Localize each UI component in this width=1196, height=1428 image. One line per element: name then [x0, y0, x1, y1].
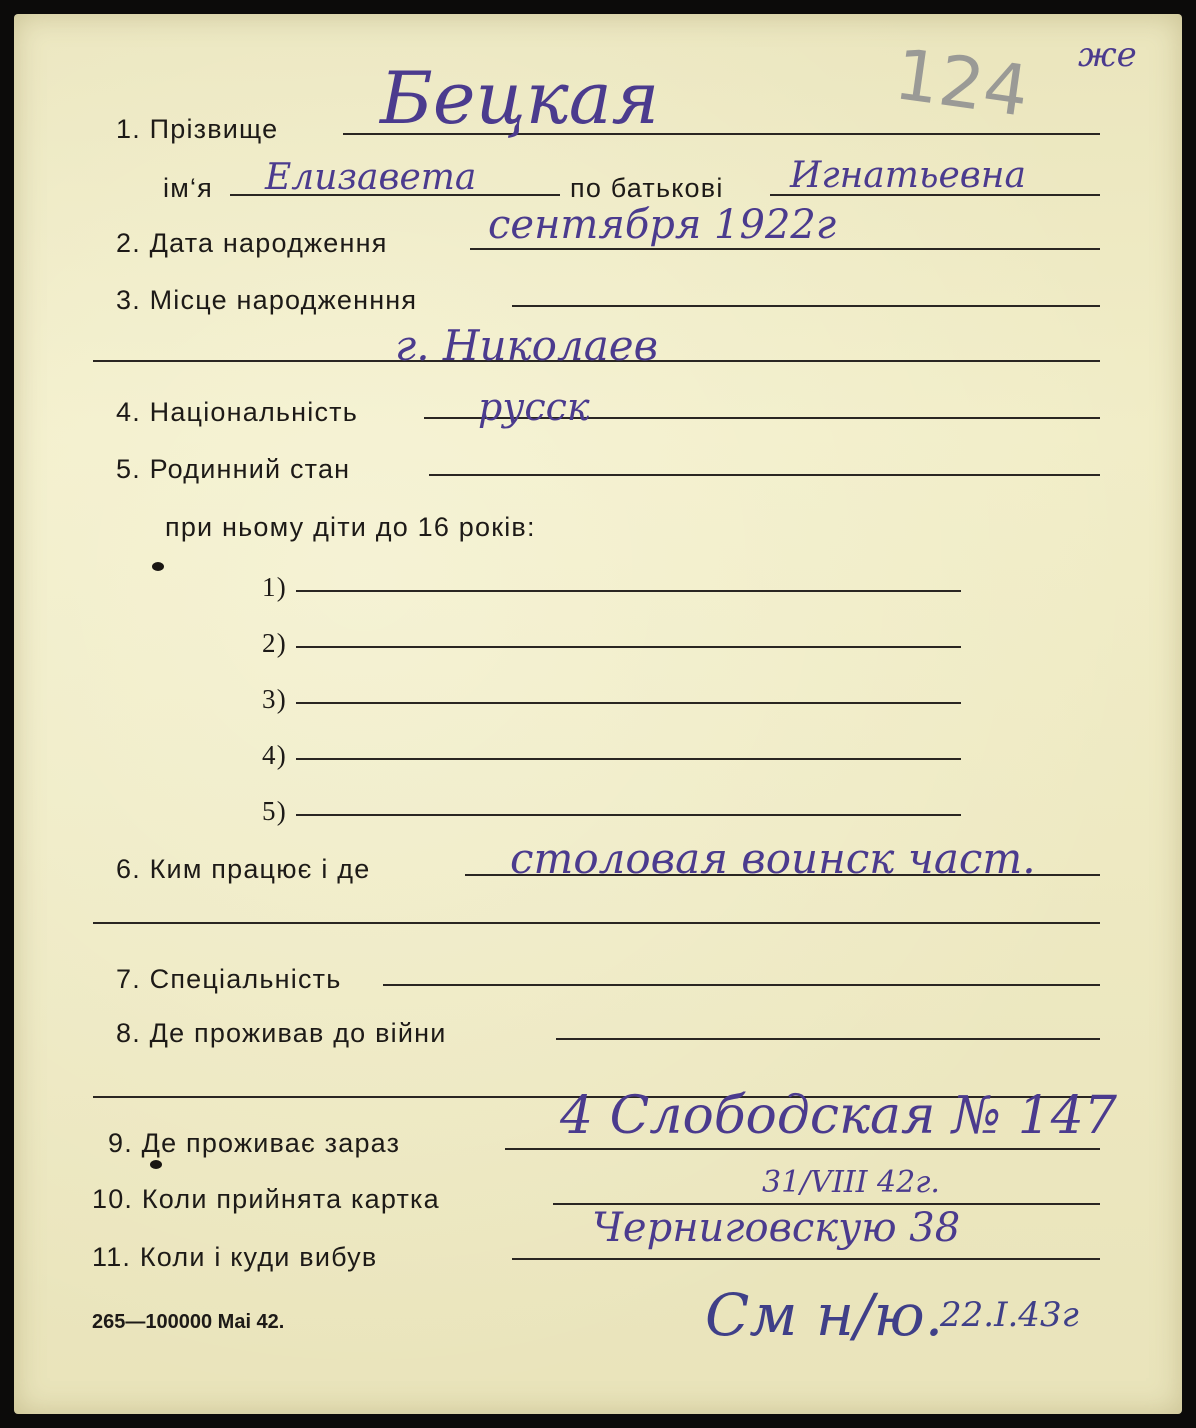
child-4-label: 4) [262, 740, 287, 770]
child-2-label: 2) [262, 628, 287, 658]
nationality-value: русск [478, 385, 590, 429]
family-label: 5. Родинний стан [116, 454, 351, 484]
specialty-line [383, 984, 1100, 986]
child-1-label: 1) [262, 572, 287, 602]
punch-hole-2 [150, 1160, 162, 1169]
punch-hole [152, 562, 164, 571]
departure-label: 11. Коли і куди вибув [92, 1242, 378, 1272]
work-label: 6. Ким працює і де [116, 854, 371, 884]
corner-mark: же [1078, 35, 1137, 75]
child-3-label: 3) [262, 684, 287, 714]
child-4-line [296, 758, 961, 760]
work-value: столовая воинск част. [510, 834, 1036, 883]
card-accepted-label: 10. Коли прийнята картка [92, 1184, 440, 1214]
surname-value: Бецкая [380, 56, 660, 140]
departure-value: Черниговскую 38 [592, 1205, 961, 1251]
birth-place-label: 3. Місце народженння [116, 285, 418, 315]
child-3-line [296, 702, 961, 704]
birth-place-line [512, 305, 1100, 307]
child-5-line [296, 814, 961, 816]
current-residence-line [505, 1148, 1100, 1150]
birth-place-value: г. Николаев [395, 321, 659, 370]
departure-line [512, 1258, 1100, 1260]
name-value: Елизавета [265, 157, 477, 198]
prewar-residence-line [556, 1038, 1100, 1040]
current-residence-value: 4 Слободская № 147 [560, 1086, 1117, 1146]
signature: См н/ю. [705, 1281, 944, 1349]
surname-label: 1. Прізвище [116, 114, 279, 144]
work-line-2 [93, 922, 1100, 924]
specialty-label: 7. Спеціальність [116, 964, 342, 994]
archive-number: 124 [889, 33, 1034, 133]
birth-date-value: сентября 1922г [488, 202, 837, 248]
birth-date-line [470, 248, 1100, 250]
child-5-label: 5) [262, 796, 287, 826]
print-run-footer: 265—100000 Mai 42. [92, 1311, 285, 1333]
patronymic-value: Игнатьевна [790, 155, 1026, 196]
family-line [429, 474, 1100, 476]
nationality-label: 4. Національність [116, 397, 359, 427]
current-residence-label: 9. Де проживає зараз [108, 1128, 401, 1158]
children-heading: при ньому діти до 16 років: [165, 512, 536, 542]
name-label: ім‘я [163, 173, 213, 203]
patronymic-label: по батькові [570, 173, 724, 203]
child-1-line [296, 590, 961, 592]
child-2-line [296, 646, 961, 648]
birth-date-label: 2. Дата народження [116, 228, 388, 258]
signature-date: 22.I.43г [940, 1295, 1079, 1335]
prewar-residence-label: 8. Де проживав до війни [116, 1018, 447, 1048]
card-accepted-value: 31/VIII 42г. [762, 1165, 940, 1200]
